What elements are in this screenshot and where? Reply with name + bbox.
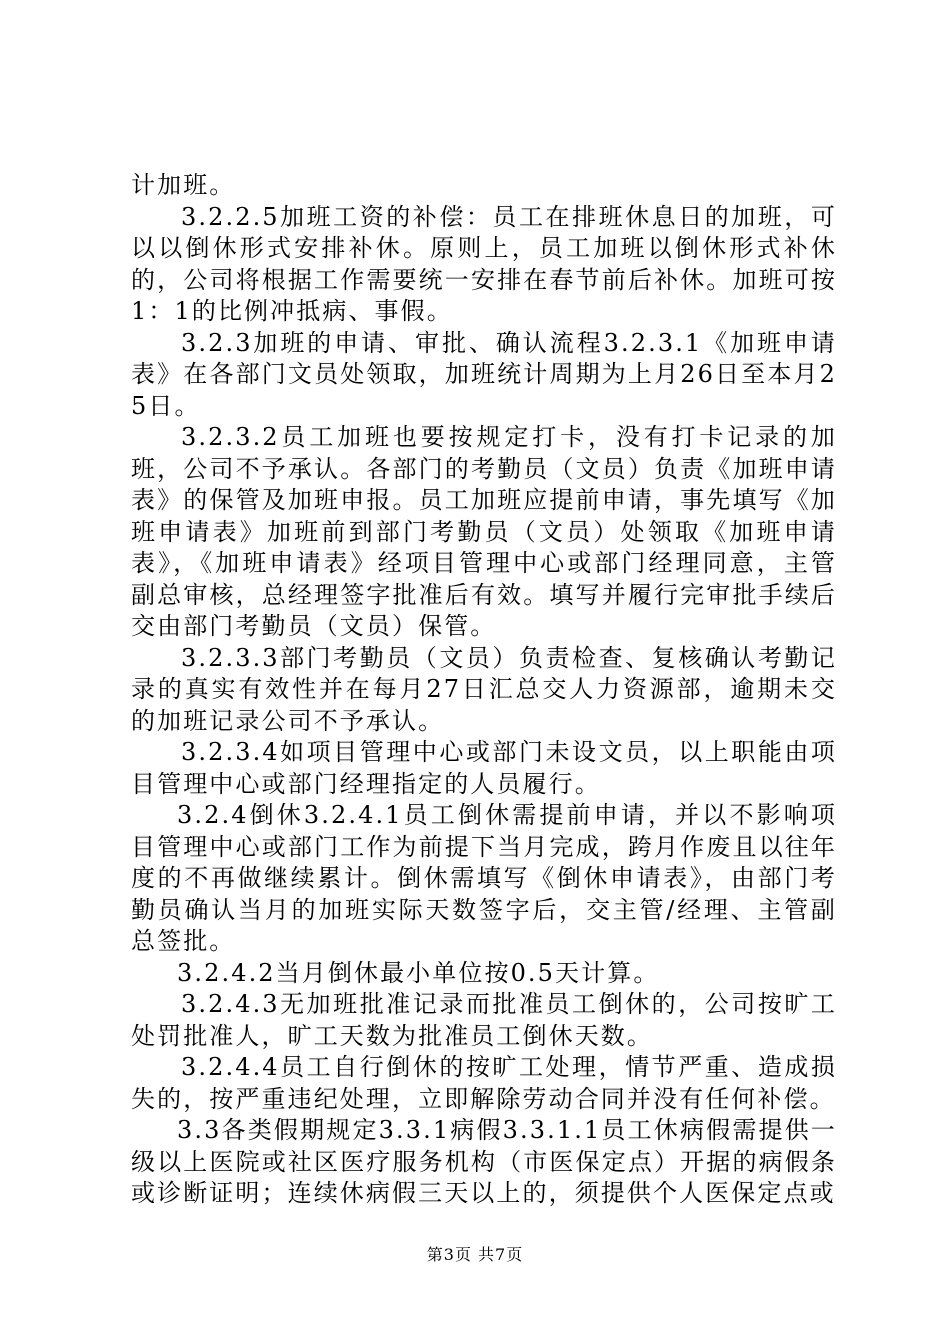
paragraph-3-2-4-2: 3.2.4.2当月倒休最小单位按0.5天计算。 bbox=[177, 958, 660, 987]
paragraph-3-2-4: 3.2.4倒休3.2.4.1员工倒休需提前申请，并以不影响项目管理中心或部门工作为前提下当月完成，跨月作废且以往年度的不再做继续累计。倒休需填写《倒休申请表》，由部门考勤员确认当月的加班实际天数签字后，交主管/经理、主管副总签批。 bbox=[131, 801, 837, 955]
paragraph-3-2-3: 3.2.3加班的申请、审批、确认流程3.2.3.1《加班申请表》在各部门文员处领取，加班统计周期为上月26日至本月25日。 bbox=[131, 328, 837, 420]
paragraph-3-2-4-4: 3.2.4.4员工自行倒休的按旷工处理，情节严重、造成损失的，按严重违纪处理，立即解除劳动合同并没有任何补偿。 bbox=[131, 1053, 837, 1113]
paragraph-3-2-3-3: 3.2.3.3部门考勤员（文员）负责检查、复核确认考勤记录的真实有效性并在每月27日汇总交人力资源部，逾期未交的加班记录公司不予承认。 bbox=[131, 643, 837, 735]
paragraph-3-3: 3.3各类假期规定3.3.1病假3.3.1.1员工休病假需提供一级以上医院或社区医疗服务机构（市医保定点）开据的病假条或诊断证明；连续休病假三天以上的，须提供个人医保定点或 bbox=[131, 1116, 837, 1207]
paragraph-3-2-2-5: 3.2.2.5加班工资的补偿：员工在排班休息日的加班，可以以倒休形式安排补休。原则上，员工加班以倒休形式补休的，公司将根据工作需要统一安排在春节前后补休。加班可按1：1的比例冲抵病、事假。 bbox=[131, 202, 837, 325]
paragraph-3-2-3-4: 3.2.3.4如项目管理中心或部门未设文员，以上职能由项目管理中心或部门经理指定的人员履行。 bbox=[131, 738, 837, 798]
paragraph-continuation: 计加班。 bbox=[131, 171, 236, 199]
document-body bbox=[131, 170, 837, 1210]
paragraph-3-2-4-3: 3.2.4.3无加班批准记录而批准员工倒休的，公司按旷工处罚批准人，旷工天数为批准员工倒休天数。 bbox=[131, 990, 837, 1050]
page-number-footer: 第3页 共7页 bbox=[426, 1245, 524, 1264]
paragraph-3-2-3-2: 3.2.3.2员工加班也要按规定打卡，没有打卡记录的加班，公司不予承认。各部门的考勤员（文员）负责《加班申请表》的保管及加班申报。员工加班应提前申请，事先填写《加班申请表》加班前到部门考勤员（文员）处领取《加班申请表》，《加班申请表》经项目管理中心或部门经理同意，主管副总审核，总经理签字批准后有效。填写并履行完审批手续后交由部门考勤员（文员）保管。 bbox=[131, 423, 837, 640]
